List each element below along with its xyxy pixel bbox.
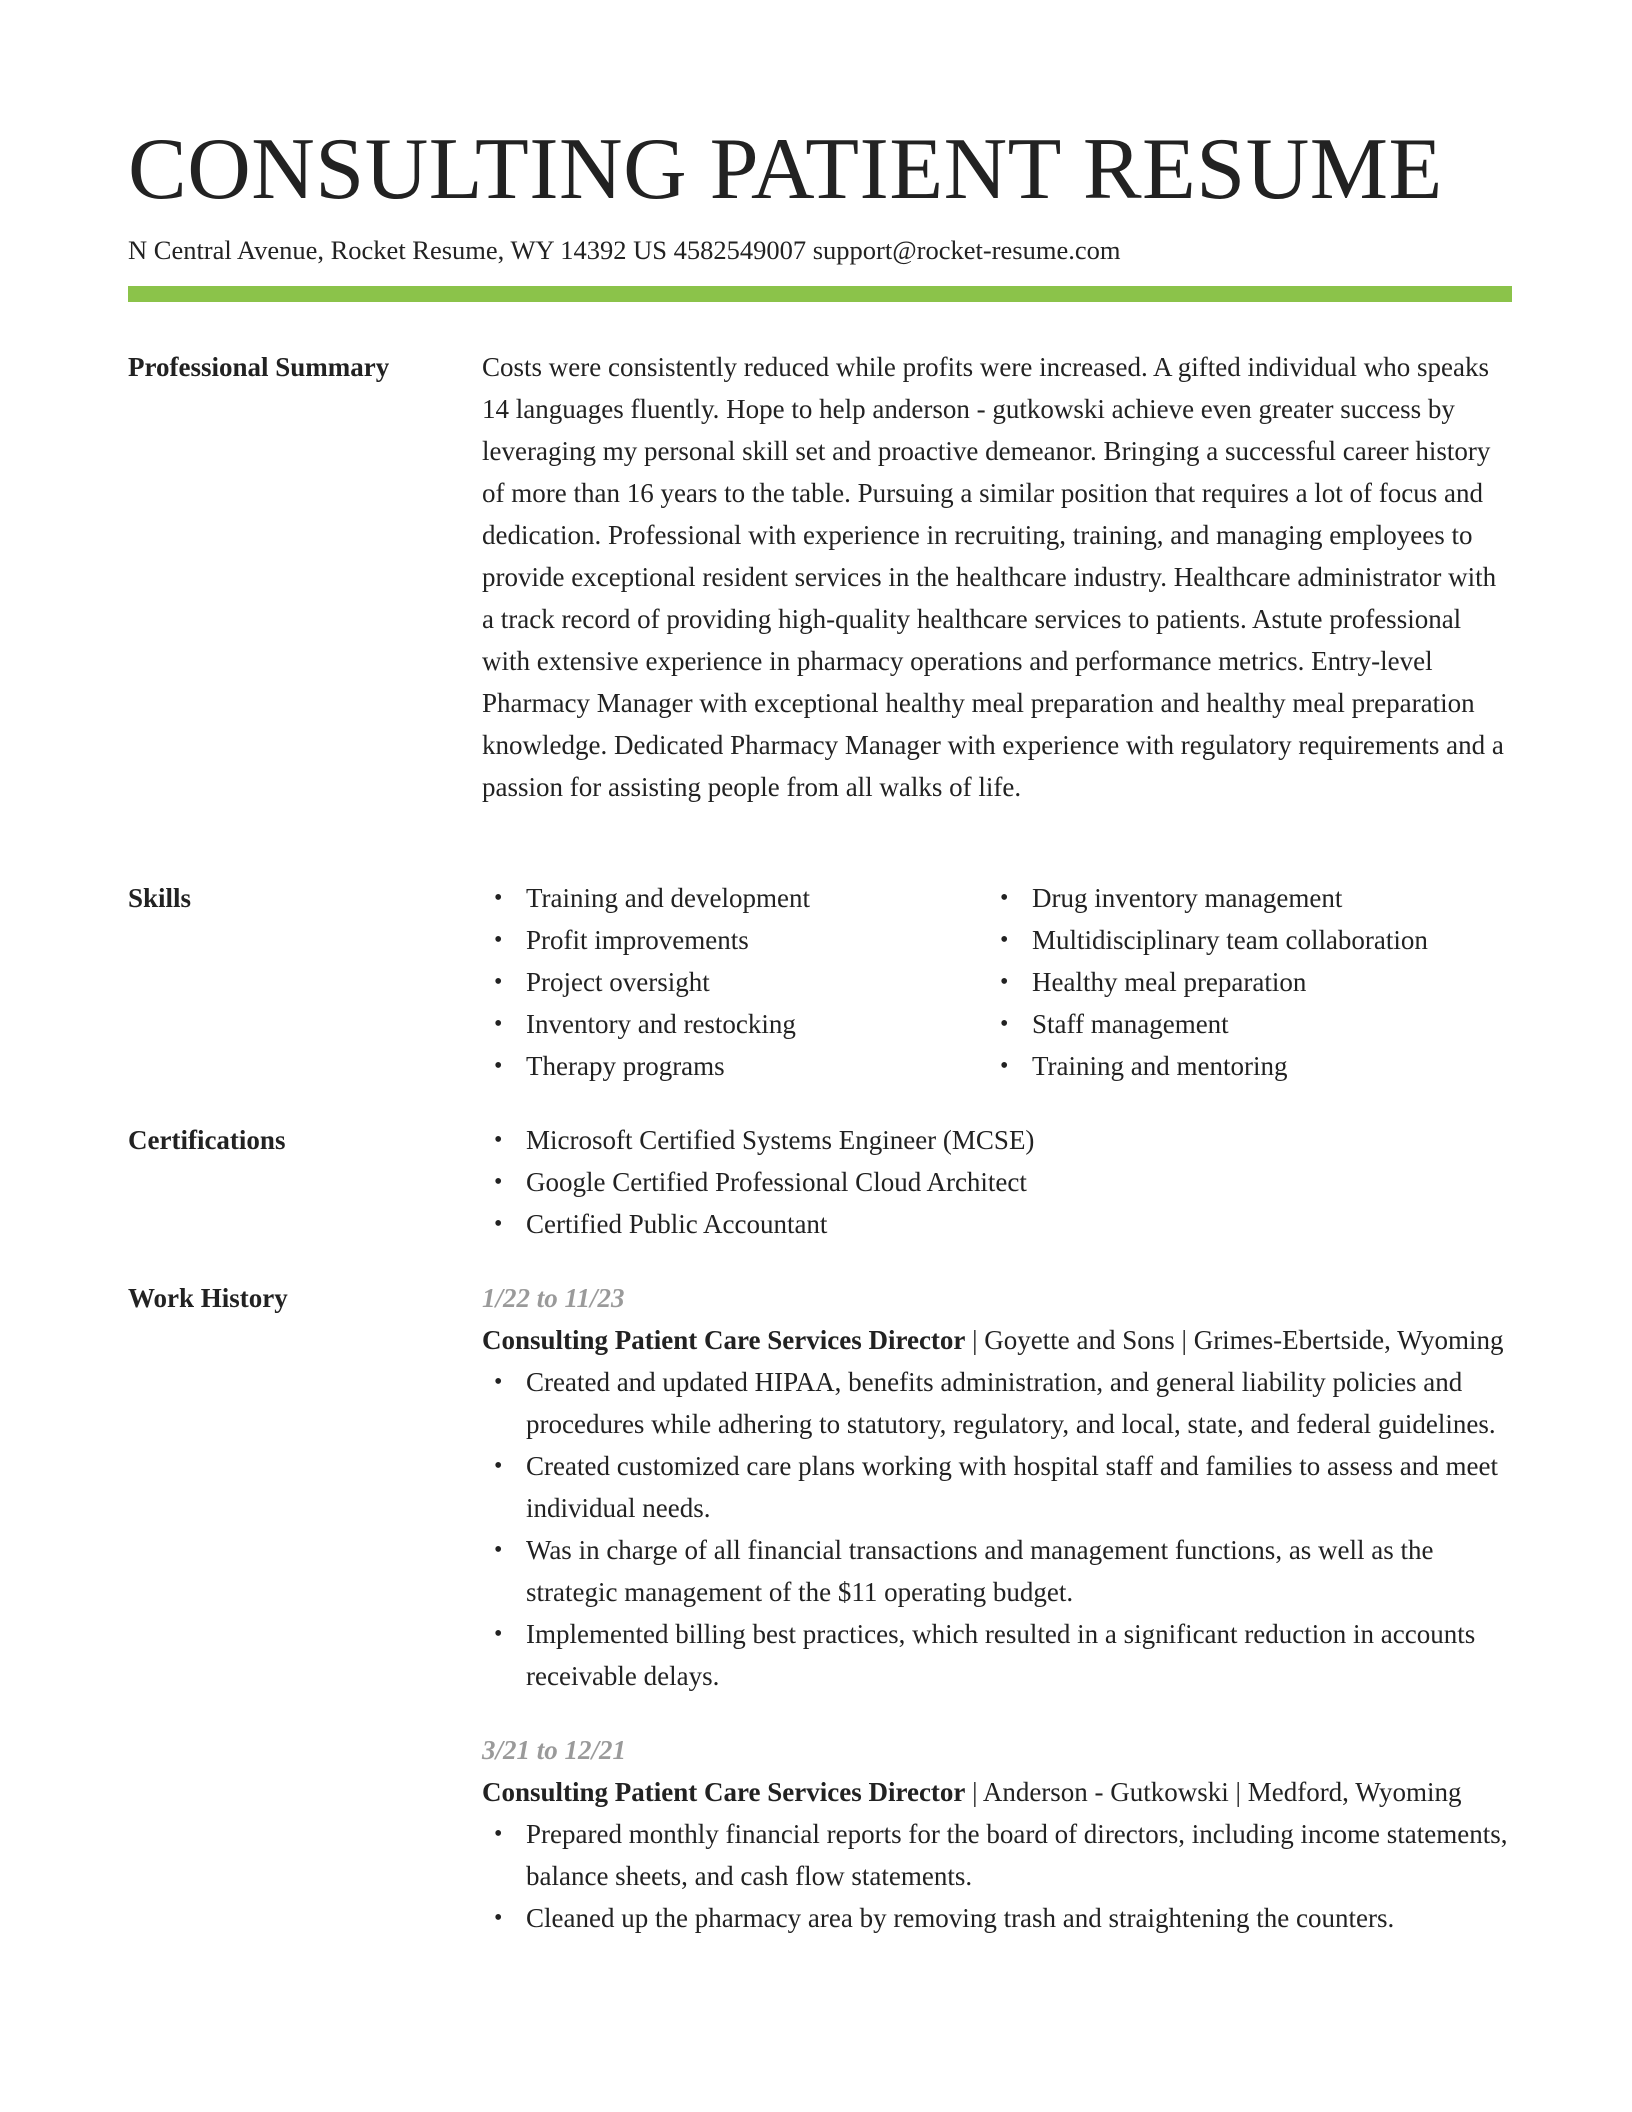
certification-item: • Certified Public Accountant xyxy=(482,1203,1512,1245)
work-history-body xyxy=(482,1277,1512,1939)
job-role: Consulting Patient Care Services Director xyxy=(482,1777,966,1807)
summary-text: Costs were consistently reduced while profits were increased. A gifted individual who speaks 14 languages fluently. Hope to help anderson - gutkowski achieve even greater success by leveraging my personal skill set and proactive demeanor. Bringing a successful career history of more than 16 years to the table. Pursuing a similar position that requires a lot of focus and dedication. Professional with experience in recruiting, training, and managing employees to provide exceptional resident services in the healthcare industry. Healthcare administrator with a track record of providing high-quality healthcare services to patients. Astute professional with extensive experience in pharmacy operations and performance metrics. Entry-level Pharmacy Manager with exceptional healthy meal preparation and healthy meal preparation knowledge. Dedicated Pharmacy Manager with experience with regulatory requirements and a passion for assisting people from all walks of life. xyxy=(482,352,1504,802)
job-title-line xyxy=(482,1771,1512,1813)
skills-list-right xyxy=(988,877,1494,1087)
job-bullet: • Created customized care plans working with hospital staff and families to assess and meet individual needs. xyxy=(482,1445,1512,1529)
certification-item: • Google Certified Professional Cloud Architect xyxy=(482,1161,1512,1203)
job-employer-location: | Goyette and Sons | Grimes-Ebertside, Wyoming xyxy=(965,1325,1504,1355)
skill-item: • Training and development xyxy=(482,877,988,919)
job-bullet: • Created and updated HIPAA, benefits administration, and general liability policies and procedures while adhering to statutory, regulatory, and local, state, and federal guidelines. xyxy=(482,1361,1512,1445)
skill-item: • Staff management xyxy=(988,1003,1494,1045)
certification-item: • Microsoft Certified Systems Engineer (MCSE) xyxy=(482,1119,1512,1161)
job-employer-location: | Anderson - Gutkowski | Medford, Wyoming xyxy=(965,1777,1462,1807)
job-dates: 1/22 to 11/23 xyxy=(482,1283,625,1313)
skills-heading: Skills xyxy=(128,883,192,913)
job-role: Consulting Patient Care Services Director xyxy=(482,1325,966,1355)
job-bullet: • Was in charge of all financial transactions and management functions, as well as the strategic management of the $11 operating budget. xyxy=(482,1529,1512,1613)
work-history-heading: Work History xyxy=(128,1283,288,1313)
summary-heading: Professional Summary xyxy=(128,352,390,382)
certifications-body xyxy=(482,1119,1512,1245)
skill-item: • Healthy meal preparation xyxy=(988,961,1494,1003)
job-entry xyxy=(482,1729,1512,1939)
skill-item: • Profit improvements xyxy=(482,919,988,961)
skill-item: • Multidisciplinary team collaboration xyxy=(988,919,1494,961)
skills-body xyxy=(482,877,1512,1087)
skill-item: • Training and mentoring xyxy=(988,1045,1494,1087)
accent-divider xyxy=(128,286,1512,302)
job-title-line xyxy=(482,1319,1512,1361)
skill-item: • Project oversight xyxy=(482,961,988,1003)
job-bullets xyxy=(482,1813,1512,1939)
job-bullet: • Implemented billing best practices, which resulted in a significant reduction in accounts receivable delays. xyxy=(482,1613,1512,1697)
contact-line: N Central Avenue, Rocket Resume, WY 14392 US 4582549007 support@rocket-resume.com xyxy=(128,235,1121,265)
job-bullet: • Cleaned up the pharmacy area by removing trash and straightening the counters. xyxy=(482,1897,1512,1939)
resume-title: CONSULTING PATIENT RESUME xyxy=(128,121,1443,218)
skill-item: • Therapy programs xyxy=(482,1045,988,1087)
skill-item: • Inventory and restocking xyxy=(482,1003,988,1045)
certifications-list xyxy=(482,1119,1512,1245)
job-entry xyxy=(482,1277,1512,1697)
skill-item: • Drug inventory management xyxy=(988,877,1494,919)
summary-body xyxy=(482,346,1512,808)
skills-list-left xyxy=(482,877,988,1087)
job-dates: 3/21 to 12/21 xyxy=(482,1735,627,1765)
certifications-heading: Certifications xyxy=(128,1125,286,1155)
job-bullet: • Prepared monthly financial reports for the board of directors, including income statements, balance sheets, and cash flow statements. xyxy=(482,1813,1512,1897)
job-bullets xyxy=(482,1361,1512,1697)
